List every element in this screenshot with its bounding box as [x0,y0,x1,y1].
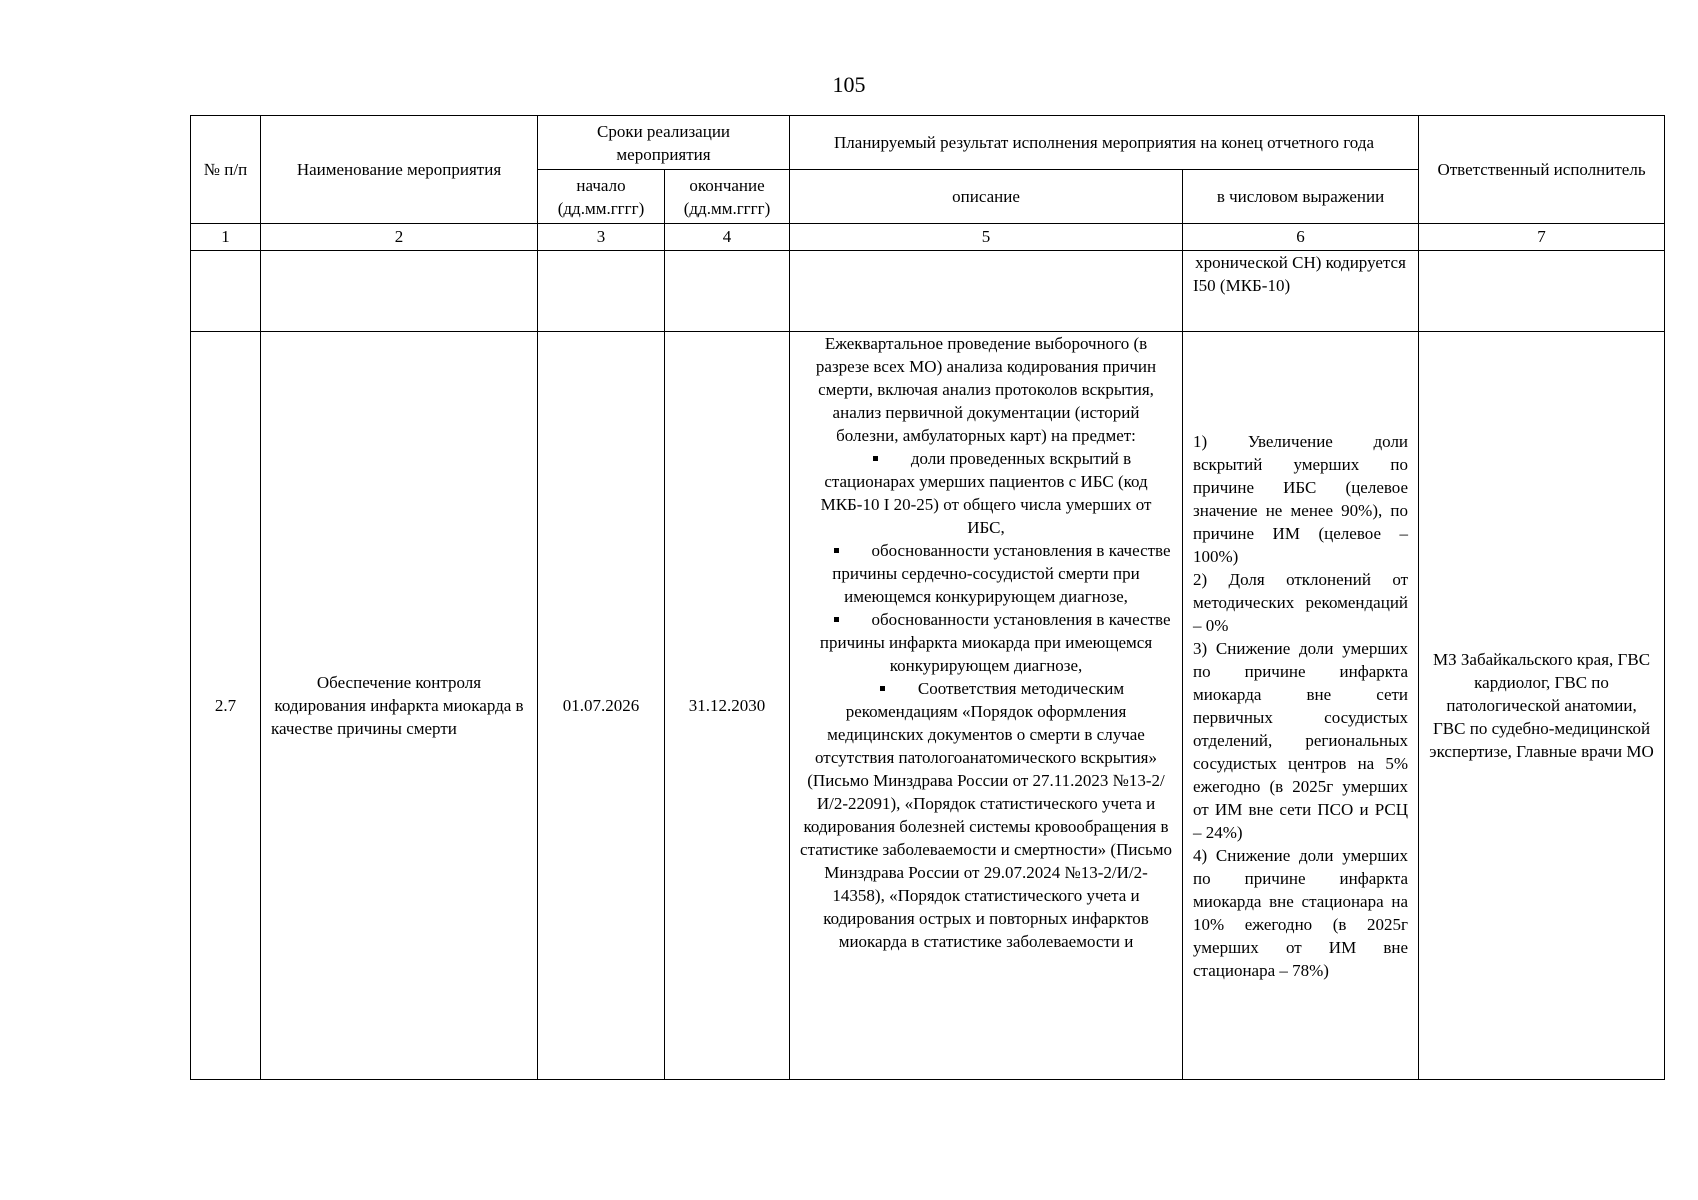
result-description [790,332,1183,1080]
row-number: 2.7 [191,332,261,1080]
description-item-text: Соответствия методическим рекомендациям «Порядок оформления медицинских документов о смерти в случае отсутствия патологоанатомического вскрытия» (Письмо Минздрава России от 27.11.2023 №13-2/И/2-22091), «Порядок статистического учета и кодирования болезней системы кровообращения в статистике заболеваемости и смертности» (Письмо Минздрава России от 29.07.2024 №13-2/И/2-14358), «Порядок статистического учета и кодирования острых и повторных инфарктов миокарда в статистике заболеваемости и [800,679,1172,951]
numeric-item: 1) Увеличение доли вскрытий умерших по причине ИБС (целевое значение не менее 90%), по причине ИМ (целевое – 100%) [1193,431,1409,566]
column-number: 4 [665,224,790,251]
page-number: 105 [832,72,866,97]
bullet-icon [848,677,918,700]
description-item-text: обоснованности установления в качестве причины инфаркта миокарда при имеющемся конкурирующем диагнозе, [819,610,1171,675]
numeric-item: 2) Доля отклонений от методических рекомендаций – 0% [1193,569,1409,635]
cell-empty [191,251,261,332]
column-number: 2 [261,224,538,251]
cell-empty [261,251,538,332]
activity-name: Обеспечение контроля кодирования инфаркта миокарда в качестве причины смерти [261,332,538,1080]
activities-table [190,115,1665,1080]
description-item-text: обоснованности установления в качестве причины сердечно-сосудистой смерти при имеющемся конкурирующем диагнозе, [832,541,1171,606]
description-intro: Ежеквартальное проведение выборочного (в разрезе всех МО) анализа кодирования причин смерти, включая анализ протоколов вскрытия, анализ первичной документации (историй болезни, амбулаторных карт) на предмет: [815,334,1157,445]
header-start: начало (дд.мм.гггг) [538,170,665,224]
header-row-1 [191,116,1665,170]
header-result: Планируемый результат исполнения мероприятия на конец отчетного года [790,116,1419,170]
bullet-icon [801,539,871,562]
description-item [800,539,1172,608]
header-numeric: в числовом выражении [1183,170,1419,224]
column-number: 6 [1183,224,1419,251]
description-item-text: доли проведенных вскрытий в стационарах умерших пациентов с ИБС (код МКБ-10 I 20-25) от общего числа умерших от ИБС, [820,449,1152,537]
numeric-item: 3) Снижение доли умерших по причине инфаркта миокарда вне сети первичных сосудистых отделений, региональных сосудистых центров на 5% ежегодно (в 2025г умерших от ИМ вне сети ПСО и РСЦ – 24%) [1193,638,1409,842]
column-number: 3 [538,224,665,251]
header-terms: Сроки реализации мероприятия [538,116,790,170]
bullet-icon [801,608,871,631]
header-end: окончание (дд.мм.гггг) [665,170,790,224]
continuation-numeric: хронической СН) кодируется I50 (МКБ-10) [1183,251,1419,332]
cell-empty [1419,251,1665,332]
cell-empty [665,251,790,332]
start-date: 01.07.2026 [538,332,665,1080]
result-numeric [1183,332,1419,1080]
end-date: 31.12.2030 [665,332,790,1080]
numeric-item: 4) Снижение доли умерших по причине инфаркта миокарда вне стационара на 10% ежегодно (в 2025г умерших от ИМ вне стационара – 78%) [1193,845,1409,980]
column-numbers-row [191,224,1665,251]
column-number: 7 [1419,224,1665,251]
header-responsible: Ответственный исполнитель [1419,116,1665,224]
cell-empty [538,251,665,332]
continuation-row [191,251,1665,332]
column-number: 5 [790,224,1183,251]
description-item [800,677,1172,953]
header-num: № п/п [191,116,261,224]
table-row [191,332,1665,1080]
responsible-executor: МЗ Забайкальского края, ГВС кардиолог, ГВС по патологической анатомии, ГВС по судебно-медицинской экспертизе, Главные врачи МО [1419,332,1665,1080]
column-number: 1 [191,224,261,251]
header-name: Наименование мероприятия [261,116,538,224]
header-description: описание [790,170,1183,224]
description-item [800,608,1172,677]
description-item [800,447,1172,539]
bullet-icon [841,447,911,470]
cell-empty [790,251,1183,332]
